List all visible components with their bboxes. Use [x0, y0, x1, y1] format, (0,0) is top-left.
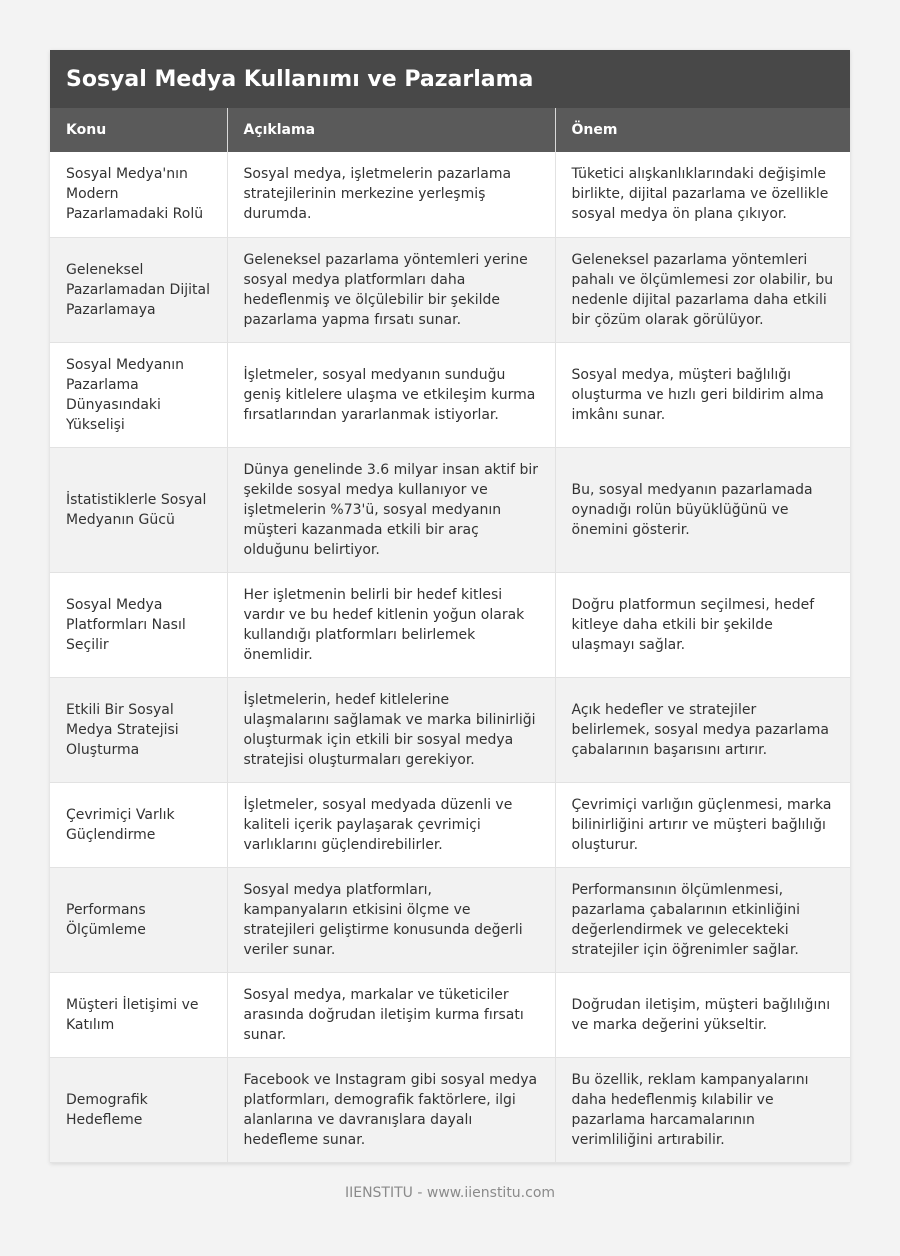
topic-cell: Sosyal Medyanın Pazarlama Dünyasındaki Yükselişi	[50, 342, 227, 447]
table-card	[50, 50, 850, 1163]
importance-cell: Tüketici alışkanlıklarındaki değişimle birlikte, dijital pazarlama ve özellikle sosyal medya ön plana çıkıyor.	[555, 152, 850, 237]
table-row	[50, 972, 850, 1057]
topic-cell: Müşteri İletişimi ve Katılım	[50, 972, 227, 1057]
description-cell: Geleneksel pazarlama yöntemleri yerine sosyal medya platformları daha hedeflenmiş ve ölçülebilir bir şekilde pazarlama yapma fırsatı sunar.	[227, 237, 555, 342]
table-row	[50, 237, 850, 342]
topic-cell: Geleneksel Pazarlamadan Dijital Pazarlamaya	[50, 237, 227, 342]
importance-cell: Açık hedefler ve stratejiler belirlemek, sosyal medya pazarlama çabalarının başarısını artırır.	[555, 677, 850, 782]
importance-cell: Doğrudan iletişim, müşteri bağlılığını ve marka değerini yükseltir.	[555, 972, 850, 1057]
importance-cell: Doğru platformun seçilmesi, hedef kitleye daha etkili bir şekilde ulaşmayı sağlar.	[555, 572, 850, 677]
table-header-row	[50, 108, 850, 152]
importance-cell: Bu, sosyal medyanın pazarlamada oynadığı rolün büyüklüğünü ve önemini gösterir.	[555, 447, 850, 572]
importance-cell: Performansının ölçümlenmesi, pazarlama çabalarının etkinliğini değerlendirmek ve gelecekteki stratejiler için öğrenimler sağlar.	[555, 867, 850, 972]
table-row	[50, 342, 850, 447]
footer-credit: IIENSTITU - www.iienstitu.com	[344, 1185, 556, 1201]
importance-cell: Bu özellik, reklam kampanyalarını daha hedeflenmiş kılabilir ve pazarlama harcamalarının verimliliğini artırabilir.	[555, 1057, 850, 1162]
description-cell: Dünya genelinde 3.6 milyar insan aktif bir şekilde sosyal medya kullanıyor ve işletmelerin %73'ü, sosyal medyanın müşteri kazanmada etkili bir araç olduğunu belirtiyor.	[227, 447, 555, 572]
table-row	[50, 782, 850, 867]
description-cell: İşletmeler, sosyal medyanın sunduğu geniş kitlelere ulaşma ve etkileşim kurma fırsatlarından yararlanmak istiyorlar.	[227, 342, 555, 447]
description-cell: İşletmeler, sosyal medyada düzenli ve kaliteli içerik paylaşarak çevrimiçi varlıklarını güçlendirebilirler.	[227, 782, 555, 867]
topic-cell: Etkili Bir Sosyal Medya Stratejisi Oluşturma	[50, 677, 227, 782]
topic-cell: İstatistiklerle Sosyal Medyanın Gücü	[50, 447, 227, 572]
table-row	[50, 572, 850, 677]
table-row	[50, 152, 850, 237]
topic-cell: Sosyal Medya'nın Modern Pazarlamadaki Rolü	[50, 152, 227, 237]
description-cell: Sosyal medya, işletmelerin pazarlama stratejilerinin merkezine yerleşmiş durumda.	[227, 152, 555, 237]
description-cell: Sosyal medya, markalar ve tüketiciler arasında doğrudan iletişim kurma fırsatı sunar.	[227, 972, 555, 1057]
topic-cell: Demografik Hedefleme	[50, 1057, 227, 1162]
importance-cell: Çevrimiçi varlığın güçlenmesi, marka bilinirliğini artırır ve müşteri bağlılığı oluşturur.	[555, 782, 850, 867]
importance-cell: Sosyal medya, müşteri bağlılığı oluşturma ve hızlı geri bildirim alma imkânı sunar.	[555, 342, 850, 447]
description-cell: Her işletmenin belirli bir hedef kitlesi vardır ve bu hedef kitlenin yoğun olarak kullandığı platformları belirlemek önemlidir.	[227, 572, 555, 677]
table-row	[50, 867, 850, 972]
topic-cell: Çevrimiçi Varlık Güçlendirme	[50, 782, 227, 867]
column-header-description: Açıklama	[227, 108, 555, 152]
table-row	[50, 447, 850, 572]
table-row	[50, 1057, 850, 1162]
page-title: Sosyal Medya Kullanımı ve Pazarlama	[50, 50, 850, 108]
table-row	[50, 677, 850, 782]
content-table	[50, 108, 850, 1163]
column-header-topic: Konu	[50, 108, 227, 152]
description-cell: Facebook ve Instagram gibi sosyal medya platformları, demografik faktörlere, ilgi alanlarına ve davranışlara dayalı hedefleme sunar.	[227, 1057, 555, 1162]
topic-cell: Sosyal Medya Platformları Nasıl Seçilir	[50, 572, 227, 677]
importance-cell: Geleneksel pazarlama yöntemleri pahalı ve ölçümlemesi zor olabilir, bu nedenle dijital pazarlama daha etkili bir çözüm olarak görülüyor.	[555, 237, 850, 342]
description-cell: Sosyal medya platformları, kampanyaların etkisini ölçme ve stratejileri geliştirme konusunda değerli veriler sunar.	[227, 867, 555, 972]
topic-cell: Performans Ölçümleme	[50, 867, 227, 972]
column-header-importance: Önem	[555, 108, 850, 152]
description-cell: İşletmelerin, hedef kitlelerine ulaşmalarını sağlamak ve marka bilinirliği oluşturmak için etkili bir sosyal medya stratejisi oluşturmaları gerekiyor.	[227, 677, 555, 782]
